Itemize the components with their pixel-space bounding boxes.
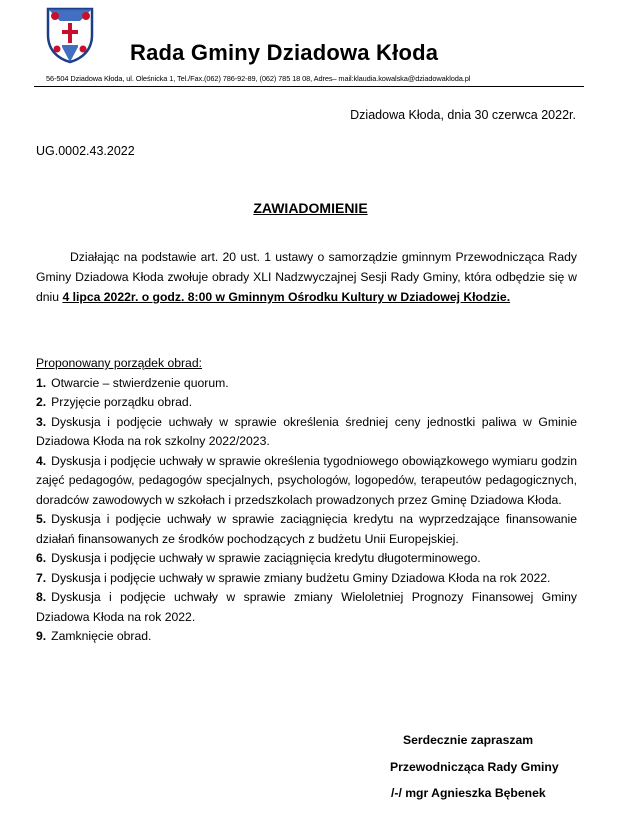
agenda-item-number: 1. bbox=[36, 375, 47, 390]
agenda-item-number: 3. bbox=[36, 414, 47, 429]
agenda-item-number: 9. bbox=[36, 629, 47, 643]
agenda-item bbox=[36, 588, 577, 627]
intro-text: Działając na podstawie art. 20 ust. 1 ustawy o samorządzie gminnym Przewodnicząca Rady Gminy Dziadowa Kłoda zwołuje obrady XLI Nadzwyczajnej Sesji Rady Gminy, która odbędzie się w dniu bbox=[36, 250, 577, 304]
header-divider bbox=[34, 86, 584, 87]
meeting-date-place: 4 lipca 2022r. o godz. 8:00 w Gminnym Ośrodku Kultury w Dziadowej Kłodzie. bbox=[62, 290, 511, 304]
agenda-item-number: 5. bbox=[36, 512, 47, 526]
document-heading: ZAWIADOMIENIE bbox=[253, 200, 368, 216]
agenda-item bbox=[36, 569, 577, 589]
agenda-item bbox=[36, 393, 577, 413]
invitation-closing: Serdecznie zapraszam bbox=[403, 733, 534, 747]
agenda-item-number: 6. bbox=[36, 551, 47, 565]
agenda bbox=[36, 354, 577, 647]
agenda-item bbox=[36, 413, 577, 452]
reference-number: UG.0002.43.2022 bbox=[36, 144, 135, 158]
agenda-item-text: Dyskusja i podjęcie uchwały w sprawie zmiany Wieloletniej Prognozy Finansowej Gminy Dziadowa Kłoda na rok 2022. bbox=[36, 590, 577, 624]
agenda-item-text: Dyskusja i podjęcie uchwały w sprawie określenia tygodniowego obowiązkowego wymiaru godzin zajęć pedagogów, pedagogów specjalnych, psychologów, logopedów, terapeutów pedagogicznych, doradców zawodowych w szkołach i przedszkolach prowadzonych przez Gminę Dziadowa Kłoda. bbox=[36, 453, 577, 507]
agenda-item bbox=[36, 374, 577, 394]
signatory-name: /-/ mgr Agnieszka Bębenek bbox=[391, 786, 546, 800]
agenda-item-text: Otwarcie – stwierdzenie quorum. bbox=[51, 375, 229, 390]
agenda-item-text: Przyjęcie porządku obrad. bbox=[51, 395, 193, 409]
agenda-item bbox=[36, 549, 577, 569]
page-title: Rada Gminy Dziadowa Kłoda bbox=[130, 40, 439, 65]
agenda-item-number: 7. bbox=[36, 570, 47, 585]
agenda-item-number: 2. bbox=[36, 395, 47, 409]
agenda-item bbox=[36, 452, 577, 511]
agenda-item bbox=[36, 510, 577, 549]
coat-of-arms-icon bbox=[46, 7, 94, 64]
agenda-item bbox=[36, 627, 577, 647]
address-line: 56-504 Dziadowa Kłoda, ul. Oleśnicka 1, Tel./Fax.(062) 786-92-89, (062) 785 18 08, Adres– mail:klaudia.kowalska@dziadowakloda.pl bbox=[46, 74, 471, 83]
intro-paragraph bbox=[36, 247, 577, 307]
agenda-item-number: 8. bbox=[36, 590, 47, 604]
agenda-item-text: Dyskusja i podjęcie uchwały w sprawie zaciągnięcia kredytu długoterminowego. bbox=[51, 551, 481, 565]
place-date: Dziadowa Kłoda, dnia 30 czerwca 2022r. bbox=[350, 108, 576, 122]
agenda-list bbox=[36, 374, 577, 647]
agenda-item-text: Dyskusja i podjęcie uchwały w sprawie zaciągnięcia kredytu na wyprzedzające finansowanie działań finansowanych ze środków pochodzących z budżetu Unii Europejskiej. bbox=[36, 512, 577, 546]
agenda-title: Proponowany porządek obrad: bbox=[36, 356, 202, 370]
agenda-item-number: 4. bbox=[36, 453, 47, 468]
signatory-role: Przewodnicząca Rady Gminy bbox=[390, 760, 559, 774]
agenda-item-text: Zamknięcie obrad. bbox=[51, 629, 152, 643]
agenda-item-text: Dyskusja i podjęcie uchwały w sprawie zmiany budżetu Gminy Dziadowa Kłoda na rok 2022. bbox=[51, 570, 551, 585]
agenda-item-text: Dyskusja i podjęcie uchwały w sprawie określenia średniej ceny jednostki paliwa w Gminie Dziadowa Kłoda na rok szkolny 2022/2023. bbox=[36, 414, 577, 448]
